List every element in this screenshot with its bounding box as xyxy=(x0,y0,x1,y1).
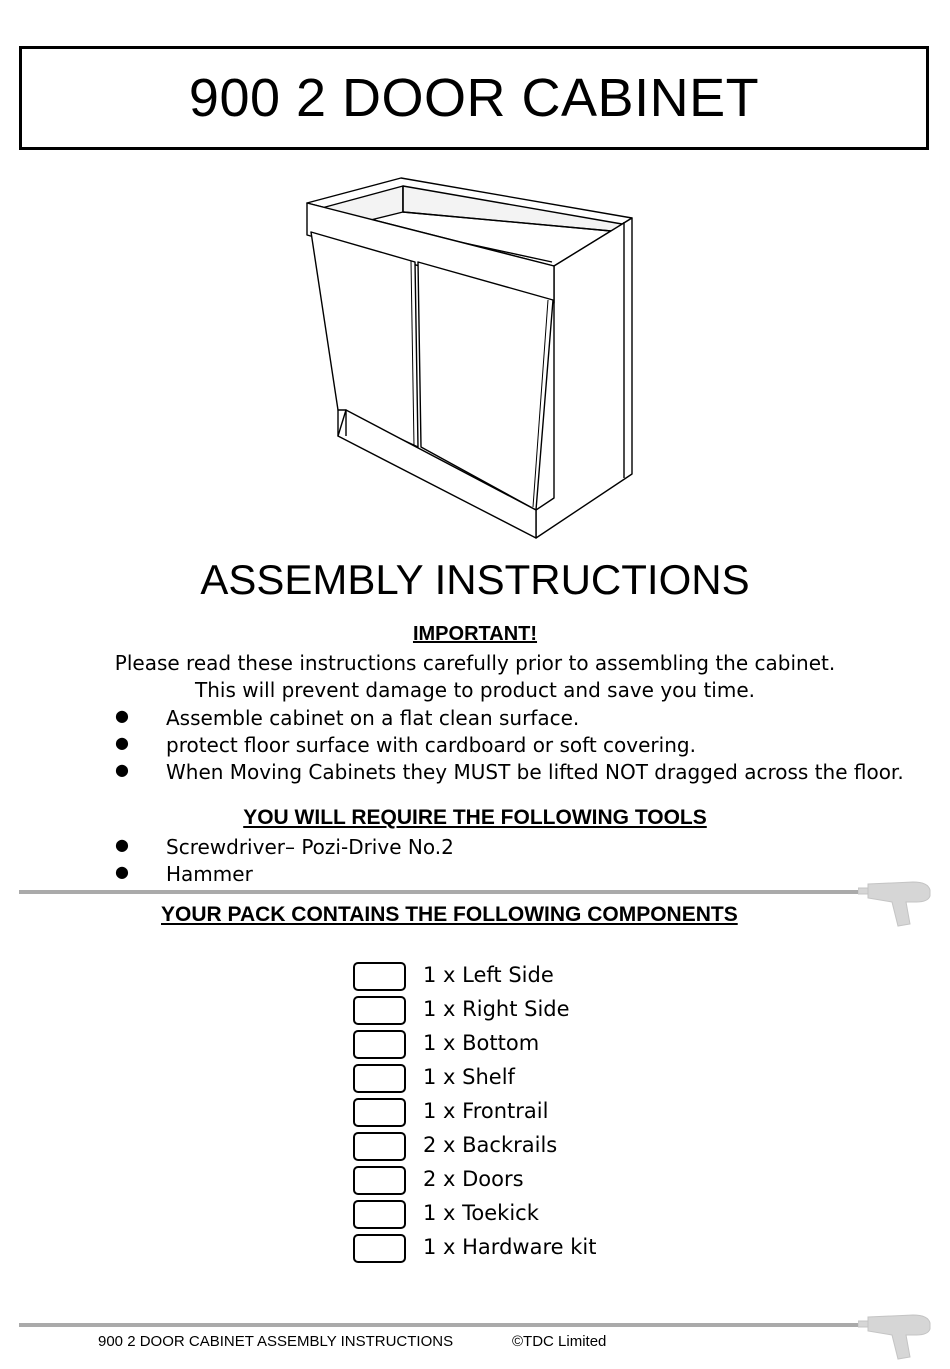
list-item xyxy=(353,1200,653,1230)
checkbox-icon[interactable] xyxy=(353,996,406,1025)
footer-divider xyxy=(19,1323,864,1327)
component-label: 1 x Right Side xyxy=(423,997,570,1021)
footer-doc-title: 900 2 DOOR CABINET ASSEMBLY INSTRUCTIONS xyxy=(98,1333,454,1350)
bullet-dot-icon: ● xyxy=(115,835,129,854)
bullet-dot-icon: ● xyxy=(115,733,129,752)
bullet-dot-icon: ● xyxy=(115,862,129,881)
list-item-text: Screwdriver– Pozi-Drive No.2 xyxy=(166,835,454,859)
pack-heading: YOUR PACK CONTAINS THE FOLLOWING COMPONENTS xyxy=(161,903,738,926)
divider xyxy=(19,890,864,894)
list-item xyxy=(353,1030,653,1060)
drill-icon xyxy=(858,1313,938,1363)
document-title: 900 2 DOOR CABINET xyxy=(19,46,929,150)
component-label: 2 x Backrails xyxy=(423,1133,558,1157)
list-item xyxy=(353,1098,653,1128)
list-item xyxy=(353,962,653,992)
list-item xyxy=(353,1166,653,1196)
component-label: 2 x Doors xyxy=(423,1167,524,1191)
list-item-text: protect floor surface with cardboard or soft covering. xyxy=(166,733,696,757)
bullet-dot-icon: ● xyxy=(115,706,129,725)
drill-icon xyxy=(858,880,938,930)
component-label: 1 x Hardware kit xyxy=(423,1235,597,1259)
list-item xyxy=(353,1132,653,1162)
component-label: 1 x Frontrail xyxy=(423,1099,549,1123)
checkbox-icon[interactable] xyxy=(353,1098,406,1127)
checkbox-icon[interactable] xyxy=(353,1200,406,1229)
assembly-heading: ASSEMBLY INSTRUCTIONS xyxy=(200,556,750,603)
bullet-dot-icon: ● xyxy=(115,760,129,779)
list-item-text: When Moving Cabinets they MUST be lifted NOT dragged across the floor. xyxy=(166,760,904,784)
list-item-text: Hammer xyxy=(166,862,253,886)
important-label: IMPORTANT! xyxy=(412,623,538,645)
checkbox-icon[interactable] xyxy=(353,1166,406,1195)
list-item xyxy=(353,1064,653,1094)
component-label: 1 x Bottom xyxy=(423,1031,540,1055)
list-item xyxy=(353,996,653,1026)
list-item xyxy=(353,1234,653,1264)
instruction-line-2: This will prevent damage to product and save you time. xyxy=(195,678,755,702)
instruction-line-1: Please read these instructions carefully prior to assembling the cabinet. xyxy=(114,651,836,675)
checkbox-icon[interactable] xyxy=(353,1234,406,1263)
tools-heading: YOU WILL REQUIRE THE FOLLOWING TOOLS xyxy=(243,806,707,829)
component-label: 1 x Left Side xyxy=(423,963,554,987)
footer-copyright: ©TDC Limited xyxy=(512,1333,607,1350)
checkbox-icon[interactable] xyxy=(353,1132,406,1161)
list-item-text: Assemble cabinet on a flat clean surface. xyxy=(166,706,580,730)
component-label: 1 x Shelf xyxy=(423,1065,515,1089)
checkbox-icon[interactable] xyxy=(353,1030,406,1059)
checkbox-icon[interactable] xyxy=(353,962,406,991)
checkbox-icon[interactable] xyxy=(353,1064,406,1093)
component-label: 1 x Toekick xyxy=(423,1201,539,1225)
cabinet-illustration xyxy=(300,175,640,545)
